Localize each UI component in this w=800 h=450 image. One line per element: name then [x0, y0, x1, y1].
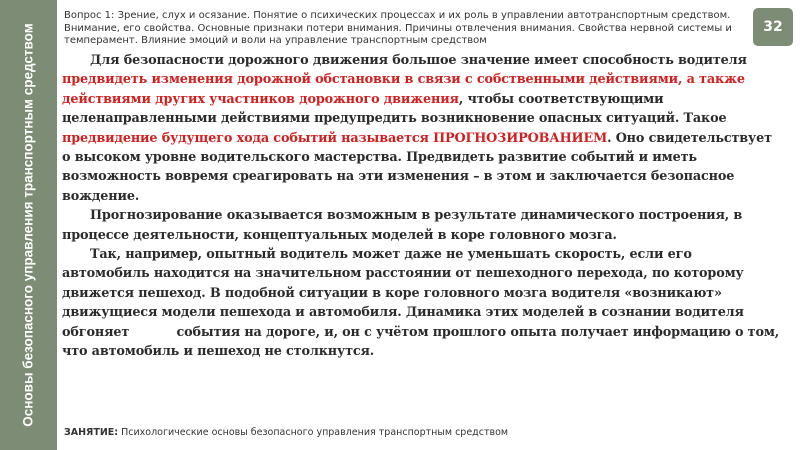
paragraph-text: Для безопасности дорожного движения большое значение имеет способность водителя — [90, 53, 747, 68]
highlight-definition: предвидение будущего хода событий называется ПРОГНОЗИРОВАНИЕМ — [62, 130, 608, 146]
slide-number-badge: 32 — [753, 8, 793, 46]
sidebar-title: Основы безопасного управления транспортным средством — [20, 23, 36, 427]
footer-text: Психологические основы безопасного управления транспортным средством — [118, 427, 509, 438]
paragraph-text: , чтобы соответствующими целенаправленными действиями предупредить возникновение опасных ситуаций. Такое — [62, 91, 727, 127]
footer — [64, 427, 764, 438]
question-header: Вопрос 1: Зрение, слух и осязание. Понятие о психических процессах и их роль в управлении автотранспортным средством. Внимание, его свойства. Основные признаки потери внимания. Причины отвлечения внимания. Свойства нервной системы и темперамент. Влияние эмоций и воли на управление транспортным средством — [64, 10, 732, 46]
highlight-text: предвидеть изменения дорожной обстановки в связи с собственными действиями, а также действиями других участников дорожного движения — [62, 72, 745, 107]
paragraph-example: Так, например, опытный водитель может даже не уменьшать скорость, если его автомобиль находится на значительном расстоянии от пешеходного перехода, по которому движется пешеход. В подобной ситуации в коре головного мозга водителя «возникают» движущиеся модели пешехода и автомобиля. Динамика этих моделей в сознании водителя обгоняет события на дороге, и, он с учётом прошлого опыта получает информацию о том, что автомобиль и пешеход не столкнутся. — [62, 247, 784, 360]
slide-content — [62, 51, 782, 362]
paragraph-forecasting — [62, 51, 782, 206]
footer-label: ЗАНЯТИЕ: — [64, 427, 119, 438]
paragraph-models: Прогнозирование оказывается возможным в результате динамического построения, в процессе деятельности, концептуальных моделей в коре головного мозга. — [62, 208, 743, 243]
sidebar — [0, 0, 57, 450]
paragraph-text: . Оно свидетельствует о высоком уровне водительского мастерства. Предвидеть развитие событий и иметь возможность вовремя среагировать на эти изменения – в этом и заключается безопасное вождение. — [62, 130, 772, 204]
